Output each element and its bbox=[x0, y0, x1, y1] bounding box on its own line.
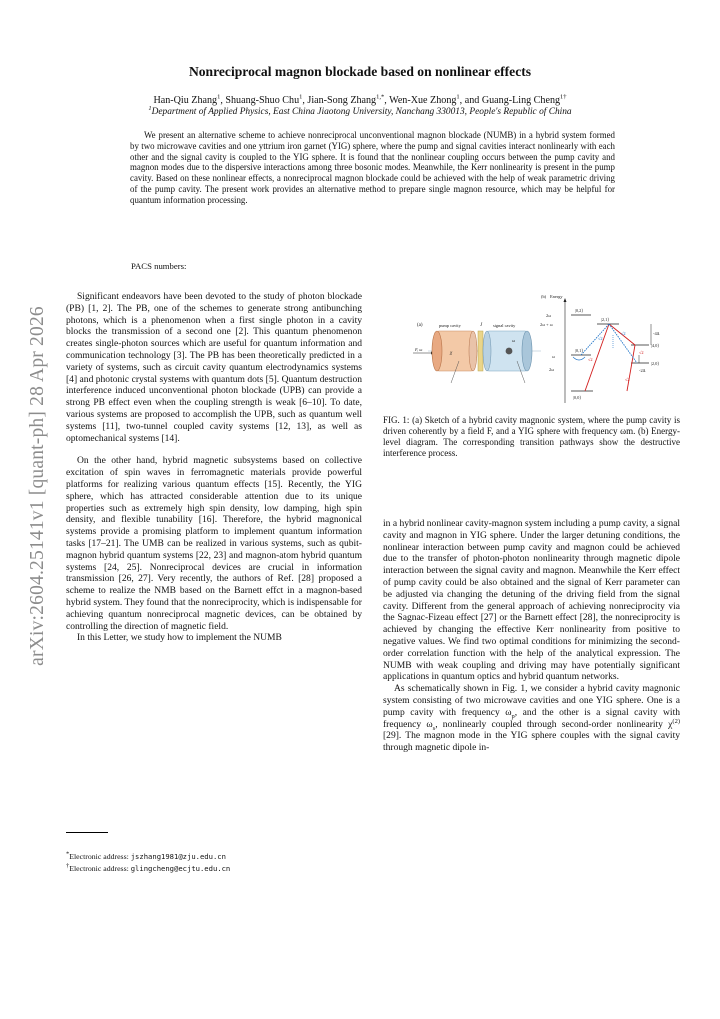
level-0-2-label: |0,2⟩ bbox=[575, 308, 584, 313]
footnote-mark: * bbox=[66, 850, 70, 858]
author-affiliation-mark: 1† bbox=[560, 93, 567, 101]
pump-mirror-right bbox=[469, 331, 477, 371]
text-fragment: As schematically shown in Fig. 1, we consider a hybrid cavity magnonic system consisting of two microwave cavities and one YIG sphere. One is a pump cavity with frequency ω bbox=[383, 683, 680, 718]
affiliation bbox=[0, 104, 720, 117]
chi-label: χ bbox=[450, 351, 453, 356]
sqrt-label: √2 bbox=[598, 336, 603, 341]
author-name: Shuang-Shuo Chu bbox=[225, 95, 300, 106]
footnote-mark: † bbox=[66, 862, 70, 869]
panel-b-label: (b) bbox=[541, 294, 547, 299]
level-2-0-label: |2,0⟩ bbox=[651, 361, 660, 366]
signal-mirror-right bbox=[522, 331, 532, 371]
energy-axis-label: Energy bbox=[550, 294, 563, 299]
author-separator: , and bbox=[459, 95, 482, 106]
footnote-rule bbox=[66, 832, 108, 833]
footnote-2 bbox=[66, 863, 230, 875]
sqrt-label: √2 bbox=[625, 377, 630, 382]
arxiv-identifier-text: arXiv:2604.25141v1 [quant-ph] 28 Apr 2026 bbox=[27, 306, 48, 666]
author-separator: , bbox=[220, 95, 226, 106]
blue-path-1 bbox=[581, 324, 609, 355]
subscript-p: p bbox=[511, 712, 515, 720]
delta-label-2: -2Δ bbox=[639, 368, 646, 373]
affiliation-mark: 1 bbox=[148, 104, 152, 112]
footnote-1 bbox=[66, 851, 230, 863]
yig-sphere bbox=[506, 348, 513, 355]
caption-label: FIG. 1: bbox=[383, 415, 410, 425]
coupler bbox=[478, 331, 483, 371]
author-name: Wen-Xue Zhong bbox=[389, 95, 457, 106]
coupling-j-label: J bbox=[480, 323, 483, 328]
author-affiliation-mark: 1 bbox=[456, 93, 460, 101]
signal-mirror-left bbox=[483, 331, 491, 371]
text-fragment: [29]. The magnon mode in the YIG sphere couples with the signal cavity through magnetic dipole in- bbox=[383, 730, 680, 754]
author-affiliation-mark: 1 bbox=[217, 93, 221, 101]
figure-1 bbox=[413, 291, 683, 411]
email-address: jszhang1981@zju.edu.cn bbox=[130, 852, 226, 861]
red-path-3 bbox=[627, 345, 635, 391]
author-name: Guang-Ling Cheng bbox=[481, 95, 561, 106]
axis-label-2wp: 2ω bbox=[549, 367, 555, 372]
paragraph-nonlinear-system: in a hybrid nonlinear cavity-magnon system including a pump cavity, a signal cavity and magnon in YIG sphere. Under the larger detuning conditions, the nonlinear interaction between pump cavity and magnon could be achieved due to the transfer of photon-photon nonlinearity through magnetic dipole interaction between the signal cavity and magnon. Meanwhile the Kerr effect of pump cavity could be also obtained and the signal of Kerr parameter can be adjusted via changing the detuning of the driving field from the signal cavity. Different from the general approach of achieving nonreciprocity via the Sagnac-Fizeau effect [27] or the Barnett effect [28], the nonreciprocity is achieved by changing the effective Kerr nonlinearity from positive to negative values. We find two optimal conditions for minimizing the second-order correlation function with the help of the analytical expression. The NUMB with weak coupling and driving may have potentially significant applications in quantum optics and hybrid quantum networks. bbox=[383, 518, 680, 683]
paragraph-schematic bbox=[383, 683, 680, 754]
omega-m-label: ω bbox=[512, 338, 516, 343]
superscript-order: (2) bbox=[672, 717, 680, 725]
affiliation-text: Department of Applied Physics, East China Jiaotong University, Nanchang 330013, People's Republic of China bbox=[151, 107, 572, 117]
abstract: We present an alternative scheme to achieve nonreciprocal unconventional magnon blockade (NUMB) in a hybrid system formed by two microwave cavities and one yttrium iron garnet (YIG) sphere, where the pump and signal cavities interact nonlinearly with each other and the signal cavity is coupled to the YIG sphere. It is found that the nonlinear coupling occurs between the pump cavity and magnon modes due to the dispersive interactions among three bosonic modes. Meanwhile, the Kerr nonlinearity is present in the pump cavity. Based on these nonlinear effects, a nonreciprocal magnon blockade could be achieved with the help of weak parametric driving of the pump cavity. The present work provides an alternative method to prepare single magnon resource, which may be helpful for quantum information processing. bbox=[130, 130, 615, 205]
paragraph-hybrid-magnetic: On the other hand, hybrid magnetic subsystems based on collective excitation of spin waves in ferromagnetic materials provide powerful platforms for realizing various quantum effects [15]. Recently, the YIG sphere, which has attracted considerable attention due to its unique properties such as extremely high spin density, low damping, high spin density, and flexible tunability [16]. Therefore, the hybrid magnonical systems provide a promising platform to implement quantum information tasks [17–21]. The UMB can be realized in various systems, such as qubit-magnon hybrid quantum systems [22, 23] and magnon-atom hybrid quantum systems [24, 25]. Nonreciprocal devices are crucial in information transmission [26, 27]. Very recently, the authors of Ref. [28] proposed a scheme to realize the NMB based on the Barnett effct in a magnon-based hybrid system. They found that the nonreciprocity, which is indispensable for achieving quantum nonreciprocal magnetic devices, can be obtained by controlling the direction of magnetic field. bbox=[66, 455, 362, 632]
paragraph-this-letter: In this Letter, we study how to implement the NUMB bbox=[77, 632, 282, 644]
panel-a-label: (a) bbox=[417, 323, 423, 328]
sqrt-label: √2 bbox=[621, 331, 626, 336]
signal-cavity-label: signal cavity bbox=[493, 323, 516, 328]
axis-label-wm: ω bbox=[552, 354, 555, 359]
email-address: glingcheng@ecjtu.edu.cn bbox=[130, 863, 231, 873]
author-name: Jian-Song Zhang bbox=[307, 95, 377, 106]
right-column bbox=[383, 518, 680, 754]
text-fragment: , nonlinearly coupled through second-order nonlinearity χ bbox=[435, 718, 673, 730]
level-0-0-label: |0,0⟩ bbox=[573, 395, 582, 400]
pacs-numbers: PACS numbers: bbox=[131, 261, 187, 271]
left-column bbox=[66, 291, 362, 644]
pump-cavity-label: pump cavity bbox=[439, 323, 461, 328]
axis-label-2wp-wm: 2ω + ω bbox=[540, 322, 553, 327]
author-name: Han-Qiu Zhang bbox=[153, 95, 218, 106]
author-list bbox=[0, 95, 720, 106]
pump-mirror-left bbox=[432, 331, 442, 371]
author-affiliation-mark: 1 bbox=[299, 93, 303, 101]
sqrt-label: √2 bbox=[588, 357, 593, 362]
sqrt-label: √2 bbox=[639, 350, 644, 355]
paper-title: Nonreciprocal magnon blockade based on nonlinear effects bbox=[188, 64, 532, 79]
drive-field-label: F, ω bbox=[415, 347, 423, 352]
delta-label-4: -4Δ bbox=[653, 331, 660, 336]
paragraph-intro-photon-blockade: Significant endeavors have been devoted to the study of photon blockade (PB) [1, 2]. The PB, one of the schemes to generate strong antibunching photons, which is a phenomenon when a first single photon in a cavity blocks the transmission of a second one [2]. This quantum phenomenon creates single-photon sources which are useful for quantum information and communication technology [3]. The PB has been theoretically predicted in a variety of systems, such as circuit cavity quantum electrodynamics systems [4] and photonic crystal systems with quantum dots [5]. Quantum destruction interference induced unconventional photon blockade (UPB) can provide a strong PB effect even when the coupling strength is weak [6–10]. To date, various systems are proposed to accomplish the UPB, such as quantum well systems [11], two-tunnel coupled cavity systems [12, 13], as well as optomechanical systems [14]. bbox=[66, 291, 362, 444]
level-0-1-label: |0,1⟩ bbox=[575, 348, 584, 353]
axis-label-2wm: 2ω bbox=[546, 313, 552, 318]
figure-caption bbox=[383, 415, 680, 459]
footnote-label: Electronic address: bbox=[69, 863, 131, 873]
footnotes bbox=[66, 851, 230, 874]
author-separator: , bbox=[302, 95, 308, 106]
text-fragment: , and the other is a signal cavity with frequency ω bbox=[383, 706, 680, 730]
level-4-0-label: |4,0⟩ bbox=[651, 343, 660, 348]
caption-text: (a) Sketch of a hybrid cavity magnonic system, where the pump cavity is driven coherently by a field F, and a YIG sphere with frequency ωm. (b) Energy-level diagram. The corresponding transition pathways show the destructive interference process. bbox=[383, 415, 680, 459]
level-2-1-label: |2,1⟩ bbox=[601, 317, 610, 322]
author-separator: , bbox=[384, 95, 390, 106]
footnote-label: Electronic address: bbox=[69, 852, 131, 861]
arxiv-identifier bbox=[8, 286, 68, 686]
subscript-s: s bbox=[432, 724, 436, 732]
author-affiliation-mark: 1,* bbox=[376, 93, 385, 101]
energy-axis-arrow bbox=[564, 298, 567, 302]
blue-curve bbox=[573, 357, 585, 360]
